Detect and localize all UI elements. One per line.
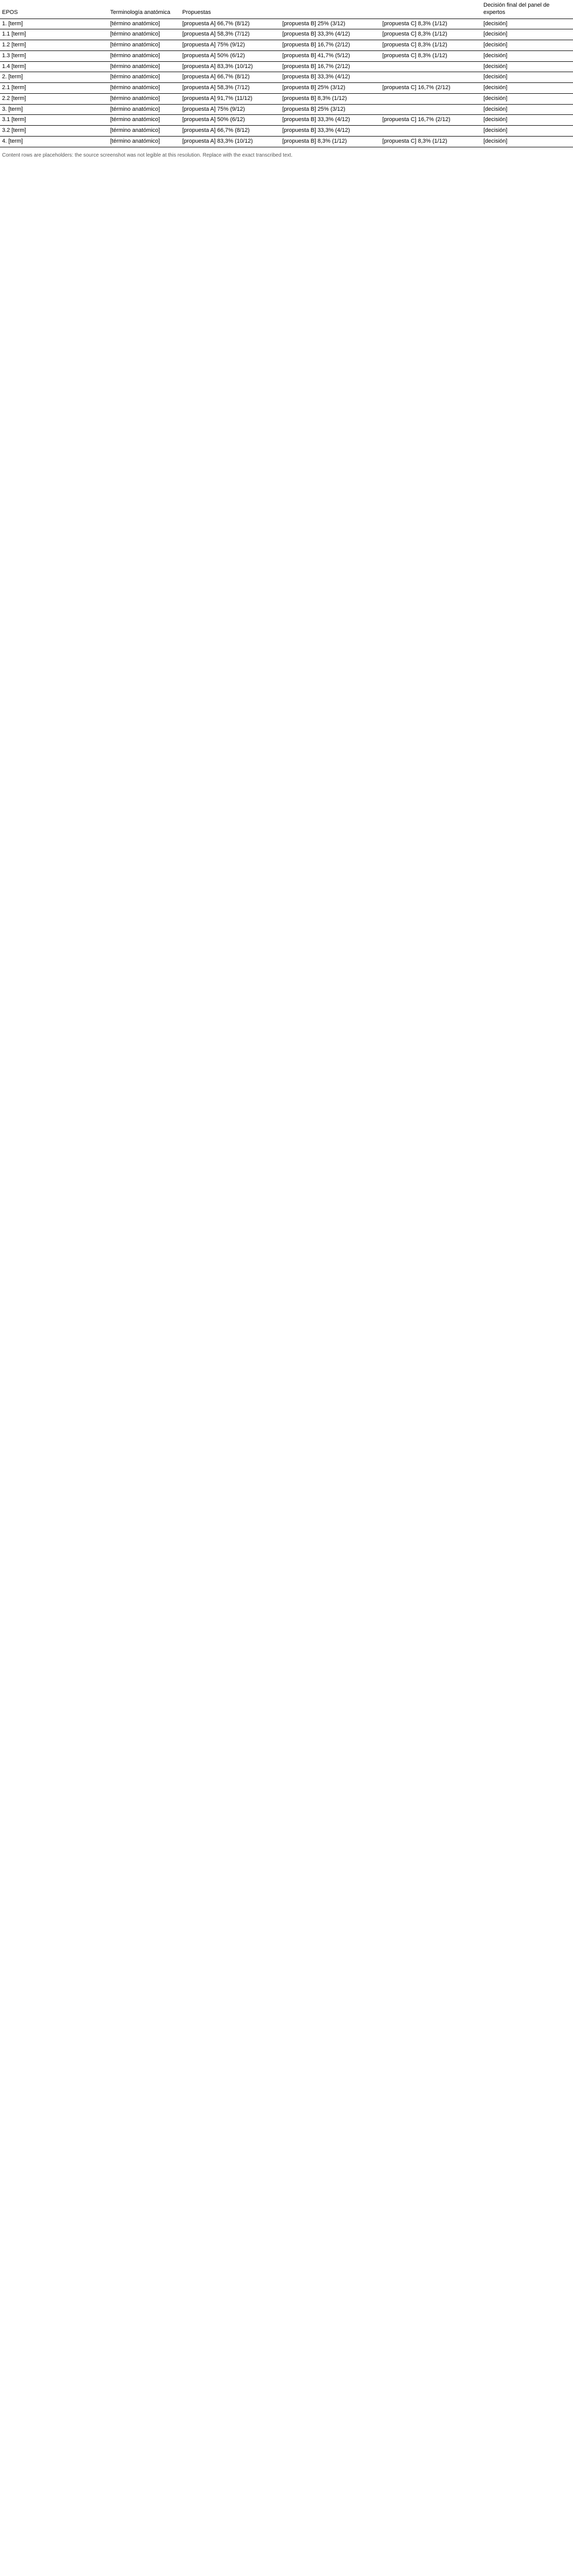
cell-proposals [180,136,481,147]
proposal-option: [propuesta A] 66,7% (8/12) [182,20,250,27]
proposal-option [383,95,479,103]
cell-decision: [decisión] [481,29,573,40]
cell-decision: [decisión] [481,50,573,61]
proposals-group [182,42,479,49]
cell-proposals [180,93,481,104]
cell-decision: [decisión] [481,72,573,83]
cell-term: [término anatómico] [108,19,180,29]
cell-decision: [decisión] [481,19,573,29]
proposals-group [182,53,479,60]
proposal-option: [propuesta C] 8,3% (1/12) [382,42,447,48]
table-row [0,115,573,126]
header-term: Terminología anatómica [108,0,180,19]
proposal-option: [propuesta A] 83,3% (10/12) [182,138,253,144]
proposal-option: [propuesta C] 8,3% (1/12) [382,20,447,27]
cell-term: [término anatómico] [108,61,180,72]
cell-term: [término anatómico] [108,126,180,137]
cell-code: 3.1 [term] [0,115,108,126]
cell-term: [término anatómico] [108,104,180,115]
table-row [0,40,573,51]
proposals-group [182,95,479,103]
proposal-option: [propuesta A] 75% (9/12) [182,42,245,48]
proposal-option: [propuesta B] 8,3% (1/12) [282,138,347,144]
cell-code: 2.2 [term] [0,93,108,104]
proposal-option: [propuesta A] 75% (9/12) [182,106,245,112]
table-row [0,29,573,40]
cell-code: 2. [term] [0,72,108,83]
cell-code: 1.1 [term] [0,29,108,40]
table-header-row [0,0,573,19]
cell-proposals [180,61,481,72]
terminology-table [0,0,573,147]
proposal-option: [propuesta B] 8,3% (1/12) [282,95,347,101]
proposals-group [182,63,479,71]
cell-decision: [decisión] [481,104,573,115]
cell-decision: [decisión] [481,93,573,104]
proposal-option: [propuesta B] 33,3% (4/12) [282,127,350,133]
proposal-option: [propuesta C] 8,3% (1/12) [382,31,447,38]
proposal-option: [propuesta A] 66,7% (8/12) [182,127,250,133]
cell-code: 3. [term] [0,104,108,115]
cell-code: 3.2 [term] [0,126,108,137]
cell-code: 1.3 [term] [0,50,108,61]
cell-code: 2.1 [term] [0,83,108,94]
proposal-option: [propuesta C] 8,3% (1/12) [382,138,447,144]
proposal-option: [propuesta B] 25% (3/12) [282,84,345,91]
proposals-group [182,74,479,81]
cell-term: [término anatómico] [108,50,180,61]
cell-decision: [decisión] [481,40,573,51]
cell-term: [término anatómico] [108,40,180,51]
cell-decision: [decisión] [481,61,573,72]
cell-term: [término anatómico] [108,72,180,83]
proposal-option: [propuesta A] 83,3% (10/12) [182,63,253,70]
proposal-option: [propuesta B] 25% (3/12) [282,20,345,27]
table-row [0,126,573,137]
proposal-option [383,127,479,134]
table-row [0,83,573,94]
proposal-option: [propuesta C] 16,7% (2/12) [382,116,450,123]
header-proposals: Propuestas [180,0,481,19]
proposal-option: [propuesta B] 16,7% (2/12) [282,42,350,48]
table-row [0,19,573,29]
transcription-note: Content rows are placeholders: the source screenshot was not legible at this resolution. Replace with the exact transcribed text. [2,152,293,158]
proposal-option: [propuesta A] 58,3% (7/12) [182,31,250,38]
proposals-group [182,127,479,134]
cell-proposals [180,115,481,126]
proposal-option: [propuesta A] 50% (6/12) [182,52,245,59]
cell-code: 4. [term] [0,136,108,147]
cell-code: 1. [term] [0,19,108,29]
table-body [0,19,573,147]
header-decision: Decisión final del panel de expertos [481,0,573,19]
proposals-group [182,106,479,113]
cell-term: [término anatómico] [108,29,180,40]
proposal-option: [propuesta B] 25% (3/12) [282,106,345,112]
cell-proposals [180,83,481,94]
cell-decision: [decisión] [481,136,573,147]
cell-code: 1.4 [term] [0,61,108,72]
proposal-option: [propuesta A] 91,7% (11/12) [182,95,253,101]
proposal-option [383,63,479,71]
proposals-group [182,31,479,38]
document-page [0,0,573,163]
table-row [0,136,573,147]
cell-decision: [decisión] [481,126,573,137]
table-row [0,93,573,104]
proposals-group [182,116,479,124]
header-code: EPOS [0,0,108,19]
cell-proposals [180,126,481,137]
table-row [0,50,573,61]
proposal-option: [propuesta B] 33,3% (4/12) [282,116,350,123]
proposal-option: [propuesta B] 33,3% (4/12) [282,74,350,80]
cell-proposals [180,72,481,83]
proposal-option [383,74,479,81]
cell-proposals [180,104,481,115]
table-row [0,104,573,115]
cell-proposals [180,40,481,51]
proposals-group [182,138,479,145]
cell-term: [término anatómico] [108,115,180,126]
table-row [0,61,573,72]
table-row [0,72,573,83]
proposal-option: [propuesta C] 8,3% (1/12) [382,52,447,59]
proposal-option: [propuesta B] 41,7% (5/12) [282,52,350,59]
cell-term: [término anatómico] [108,83,180,94]
proposal-option: [propuesta A] 66,7% (8/12) [182,74,250,80]
cell-code: 1.2 [term] [0,40,108,51]
proposal-option: [propuesta A] 50% (6/12) [182,116,245,123]
proposal-option [383,106,479,113]
cell-proposals [180,50,481,61]
proposal-option: [propuesta B] 33,3% (4/12) [282,31,350,38]
cell-decision: [decisión] [481,83,573,94]
proposal-option: [propuesta B] 16,7% (2/12) [282,63,350,70]
proposal-option: [propuesta C] 16,7% (2/12) [382,84,450,91]
cell-term: [término anatómico] [108,93,180,104]
cell-decision: [decisión] [481,115,573,126]
proposal-option: [propuesta A] 58,3% (7/12) [182,84,250,91]
cell-proposals [180,29,481,40]
cell-term: [término anatómico] [108,136,180,147]
proposals-group [182,84,479,92]
proposals-group [182,21,479,28]
cell-proposals [180,19,481,29]
